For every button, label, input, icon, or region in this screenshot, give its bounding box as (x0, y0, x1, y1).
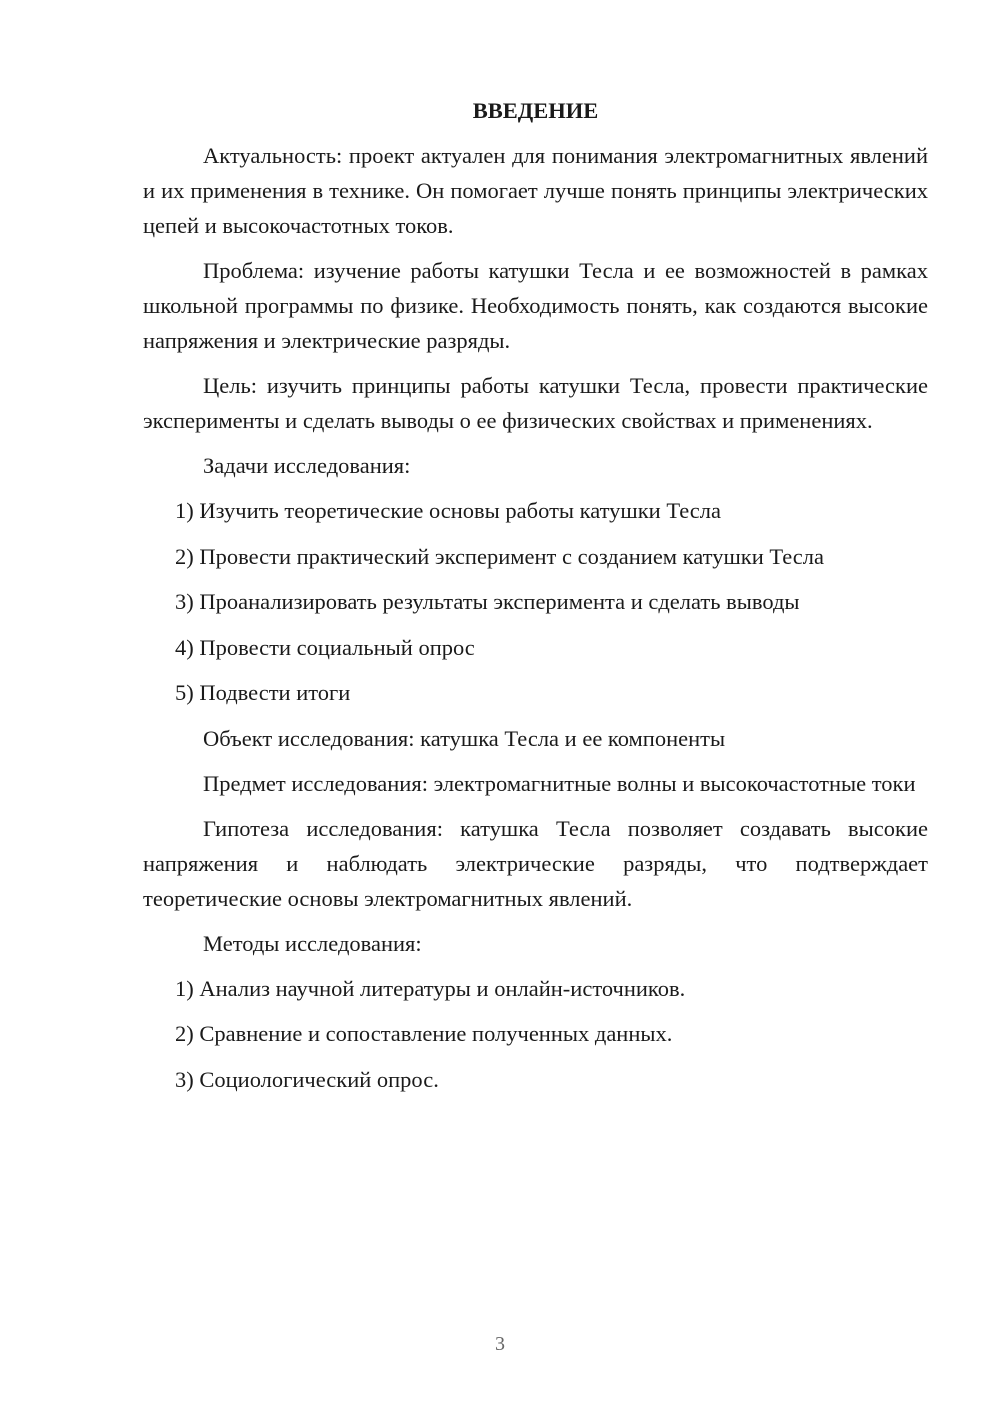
task-item: 3) Проанализировать результаты эксперимента и сделать выводы (175, 589, 800, 614)
task-item: 5) Подвести итоги (175, 680, 351, 705)
tasks-heading: Задачи исследования: (203, 453, 411, 478)
task-item: 4) Провести социальный опрос (175, 634, 475, 660)
subject-paragraph: Предмет исследования: электромагнитные волны и высокочастотные токи (203, 770, 916, 796)
method-item: 2) Сравнение и сопоставление полученных данных. (175, 1021, 673, 1046)
relevance-paragraph: Актуальность: проект актуален для понимания электромагнитных явлений и их применения в технике. Он помогает лучше понять принципы электрических цепей и высокочастотных токов. (143, 143, 928, 238)
object-line: Объект исследования: катушка Тесла и ее компоненты (203, 725, 726, 751)
task-item: 2) Провести практический эксперимент с созданием катушки Тесла (175, 543, 825, 569)
goal-paragraph: Цель: изучить принципы работы катушки Тесла, провести практические эксперименты и сделать выводы о ее физических свойствах и применениях. (143, 373, 928, 433)
methods-heading: Методы исследования: (203, 930, 422, 956)
page-content (143, 96, 928, 1107)
method-item: 1) Анализ научной литературы и онлайн-источников. (175, 975, 686, 1001)
section-title: ВВЕДЕНИЕ (472, 98, 599, 123)
page-number: 3 (495, 1333, 505, 1355)
hypothesis-paragraph: Гипотеза исследования: катушка Тесла позволяет создавать высокие напряжения и наблюдать электрические разряды, что подтверждает теоретические основы электромагнитных явлений. (143, 815, 928, 911)
problem-paragraph: Проблема: изучение работы катушки Тесла и ее возможностей в рамках школьной программы по физике. Необходимость понять, как создаются высокие напряжения и электрические разряды. (143, 258, 928, 353)
method-item: 3) Социологический опрос. (175, 1066, 439, 1092)
task-item: 1) Изучить теоретические основы работы катушки Тесла (175, 498, 721, 523)
